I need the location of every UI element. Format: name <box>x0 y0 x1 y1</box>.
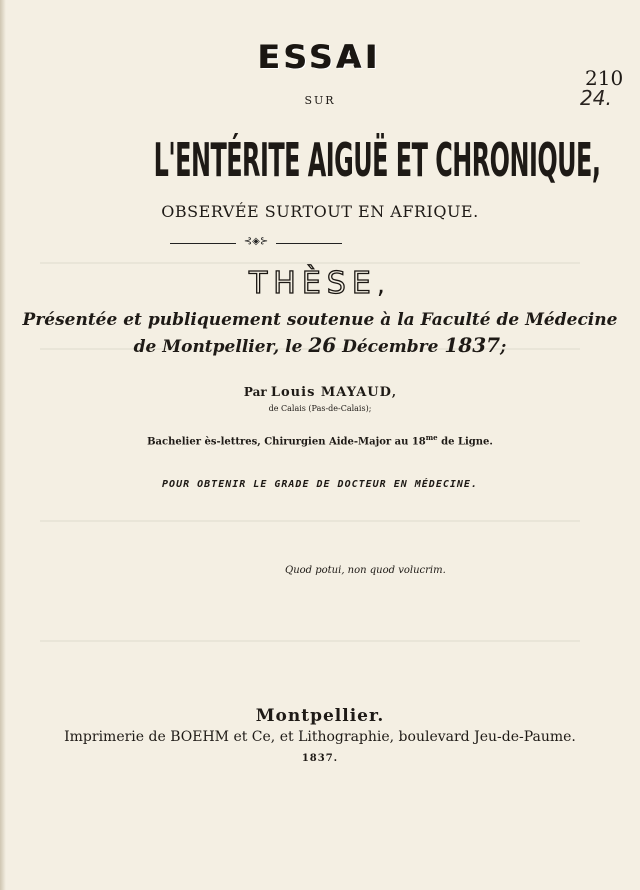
author-name: Louis MAYAUD <box>270 385 392 400</box>
presentation-place: de Montpellier, le <box>133 337 309 357</box>
thesis-subtitle: OBSERVÉE SURTOUT EN AFRIQUE. <box>161 202 479 221</box>
author-par: Par <box>243 385 271 399</box>
credentials-text: Bachelier ès-lettres, Chirurgien Aide-Major au 18 <box>147 436 426 448</box>
latin-motto: Quod potui, non quod volucrim. <box>285 565 446 576</box>
bleed-through-line <box>40 640 580 642</box>
thesis-title: L'ENTÉRITE AIGUË ET CHRONIQUE, <box>153 133 601 187</box>
bleed-through-line <box>40 520 580 522</box>
essai-heading: ESSAI <box>258 38 382 76</box>
bleed-through-line <box>40 262 580 264</box>
degree-line: POUR OBTENIR LE GRADE DE DOCTEUR EN MÉDECINE. <box>162 479 478 490</box>
handwritten-number: 24. <box>580 86 612 110</box>
presentation-end: ; <box>500 337 507 357</box>
folio-number: 210 <box>585 66 624 90</box>
presentation-line-1: Présentée et publiquement soutenue à la Faculté de Médecine <box>22 310 618 330</box>
author-credentials <box>0 433 640 447</box>
imprint-year: 1837. <box>301 753 339 764</box>
author-line <box>0 385 640 400</box>
author-comma: , <box>391 385 397 399</box>
credentials-text-end: de Ligne. <box>437 436 493 448</box>
ornament-icon: ⊰◈⊱ <box>236 236 276 247</box>
imprint-city: Montpellier. <box>255 706 385 726</box>
presentation-line-2 <box>0 333 640 357</box>
sur-word: SUR <box>304 94 336 107</box>
presentation-month: Décembre <box>336 337 445 357</box>
these-heading <box>0 266 640 301</box>
presentation-day: 26 <box>308 333 337 357</box>
these-word: THÈSE <box>248 266 377 301</box>
author-origin: de Calais (Pas-de-Calais); <box>268 404 372 413</box>
credentials-superscript: me <box>425 433 438 442</box>
presentation-year: 1837 <box>444 333 501 357</box>
imprint-printer: Imprimerie de BOEHM et Ce, et Lithographie, boulevard Jeu-de-Paume. <box>64 729 576 745</box>
these-comma: , <box>376 270 392 300</box>
